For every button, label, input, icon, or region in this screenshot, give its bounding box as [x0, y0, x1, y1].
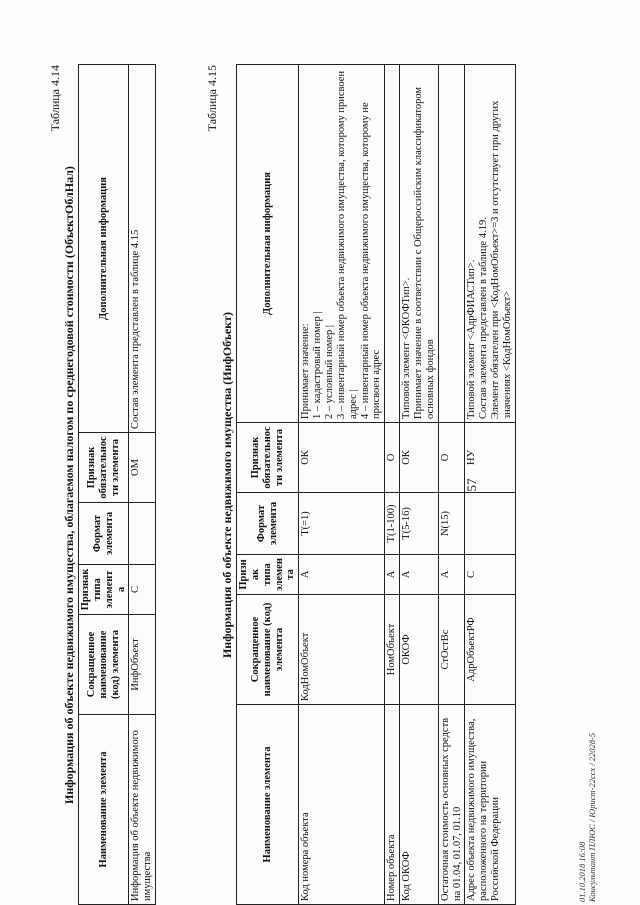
table-cell: ОК	[299, 423, 385, 493]
table1-header-cell: Дополнительная информация	[79, 65, 129, 433]
footer-stamp	[578, 733, 597, 902]
table-cell: Типовой элемент <АдрФИАСТип>. Состав элемента представлен в таблице 4.19. Элемент обязателен при <КодНомОбъект>=3 и отсутствует при других значениях <КодНомОбъект>	[465, 65, 515, 423]
table-cell: СтОстВс	[438, 595, 465, 705]
table-cell: Номер объекта	[385, 705, 400, 905]
table-cell: N(15)	[438, 493, 465, 555]
table-cell: Т(5-16)	[400, 493, 439, 555]
table-cell: Код ОКОФ	[400, 705, 439, 905]
table-cell: А	[299, 555, 385, 595]
footer-date: 01.10.2018 16:08	[577, 841, 588, 902]
table2-header-row	[237, 65, 299, 905]
table-cell: А	[438, 555, 465, 595]
table-cell: Т(=1)	[299, 493, 385, 555]
table2	[236, 64, 516, 905]
table1-header-cell: Признак обязательности элемента	[79, 433, 129, 503]
table-cell: Остаточная стоимость основных средств на 01.04, 01.07, 01.10	[438, 705, 465, 905]
table-row	[299, 65, 385, 905]
table1-header-cell: Сокращенное наименование (код) элемента	[79, 615, 129, 715]
table2-header-cell: Наименование элемента	[237, 705, 299, 905]
table2-header-cell: Сокращенное наименование (код) элемента	[237, 595, 299, 705]
table-row	[400, 65, 439, 905]
table-cell: Типовой элемент <ОКОФТип>. Принимает значение в соответствии с Общероссийским классификатором основных фондов	[400, 65, 439, 423]
table-cell: А	[400, 555, 439, 595]
table-cell: Состав элемента представлен в таблице 4.15	[129, 65, 156, 433]
table2-header-cell: Формат элемента	[237, 493, 299, 555]
table-row	[465, 65, 515, 905]
table-cell: НомОбъект	[385, 595, 400, 705]
table-cell	[438, 65, 465, 423]
table2-label: Таблица 4.15	[205, 65, 219, 132]
table1-caption: Информация об объекте недвижимого имущества, облагаемом налогом по среднегодовой стоимости (ОбъектОблНал)	[62, 166, 76, 804]
table-cell: ОКОФ	[400, 595, 439, 705]
table1-header-cell: Формат элемента	[79, 503, 129, 565]
table-row	[438, 65, 465, 905]
page-number: 57	[464, 478, 479, 492]
table-row	[129, 65, 156, 905]
table2-header-cell: Признак обязательности элемента	[237, 423, 299, 493]
table1-label: Таблица 4.14	[48, 65, 62, 132]
table-cell	[465, 493, 515, 555]
table-cell: Принимает значение: 1 – кадастровый номер | 2 – условный номер | 3 – инвентарный номер объекта недвижимого имущества, которому присвоен адрес | 4 – инвентарный номер объекта недвижимого имущества, которому не присвоен адрес	[299, 65, 385, 423]
table-cell: Информация об объекте недвижимого имущества	[129, 715, 156, 905]
table2-header-cell: Дополнительная информация	[237, 65, 299, 423]
table2-caption: Информация об объекте недвижимого имущества (ИнфОбъект)	[220, 311, 234, 659]
table-cell: О	[385, 423, 400, 493]
table-cell: С	[129, 565, 156, 615]
table-cell	[129, 503, 156, 565]
table1-header-cell: Признак типа элемента	[79, 565, 129, 615]
table1	[78, 64, 156, 905]
table-cell	[385, 65, 400, 423]
table-cell: КодНомОбъект	[299, 595, 385, 705]
table-cell: ОК	[400, 423, 439, 493]
table-cell: НУ	[465, 423, 515, 493]
table1-header-row	[79, 65, 129, 905]
table1-header-cell: Наименование элемента	[79, 715, 129, 905]
footer-source: Консультант ПЛЮС / Юрист-22ссх / 22028-5	[586, 732, 597, 902]
table-cell: ИнфОбъект	[129, 615, 156, 715]
table-cell: Код номера объекта	[299, 705, 385, 905]
table-cell: Т(1-100)	[385, 493, 400, 555]
rotated-content	[40, 65, 600, 905]
table-row	[385, 65, 400, 905]
table-cell: А	[385, 555, 400, 595]
table-cell: ОМ	[129, 433, 156, 503]
table-cell: О	[438, 423, 465, 493]
table-cell: АдрОбъектРФ	[465, 595, 515, 705]
table2-header-cell: Признак типа элемента	[237, 555, 299, 595]
table-cell: Адрес объекта недвижимого имущества, расположенного на территории Российской Федерации	[465, 705, 515, 905]
table-cell: С	[465, 555, 515, 595]
